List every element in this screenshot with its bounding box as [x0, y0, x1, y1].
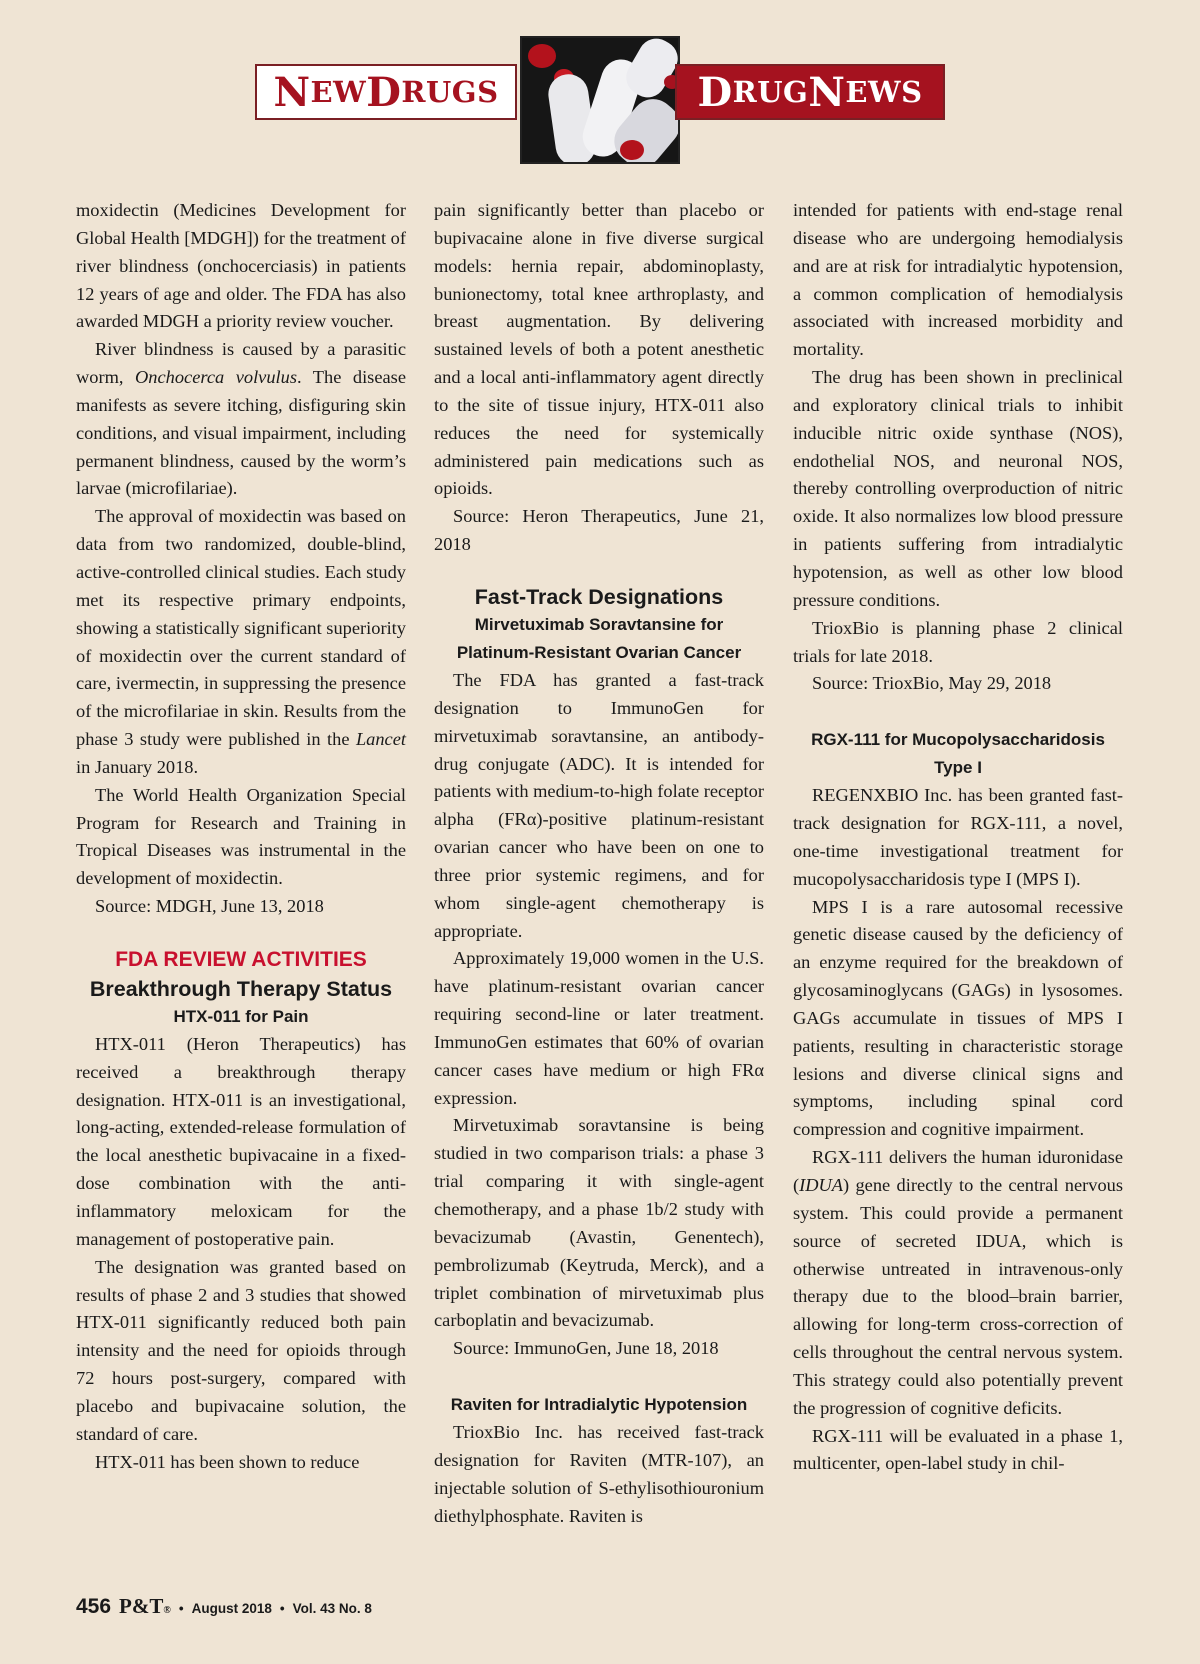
gene-name: IDUA: [799, 1175, 844, 1195]
journal-title: P&T: [119, 1594, 164, 1618]
drug-news-banner: [675, 64, 945, 120]
page-number: 456: [76, 1595, 112, 1618]
paragraph: [76, 336, 406, 503]
issue-date: August 2018: [191, 1601, 272, 1616]
subheading: Mirvetuximab Soravtansine for Platinum-Resistant Ovarian Cancer: [456, 614, 742, 662]
pills-photo-icon: [520, 36, 680, 164]
banner-letter: N: [808, 68, 846, 116]
column-1: [76, 197, 406, 1476]
separator: •: [279, 1601, 285, 1616]
banner-letters: RUGS: [401, 75, 499, 109]
source-line: Source: Heron Therapeutics, June 21, 2018: [434, 506, 764, 555]
text: ) gene directly to the central nervous system. This could provide a permanent source of secreted IDUA, which is otherwise untreated in intravenous-only therapy due to the blood–brain barrier, allowing for long-term cross-correction of cells throughout the central nervous system. This strategy could also potentially prevent the progression of cognitive deficits.: [793, 1175, 1123, 1418]
banner-letter: N: [273, 68, 311, 116]
paragraph: The drug has been shown in preclinical and exploratory clinical trials to inhibit inducible nitric oxide synthase (NOS), endothelial NOS, and neuronal NOS, thereby controlling overproduction of nitric oxide. It also normalizes low blood pressure in patients suffering from intradialytic hypotension, as well as other low blood pressure conditions.: [793, 367, 1123, 610]
subheading: RGX-111 for Mucopolysaccharidosis Type I: [811, 730, 1105, 778]
banner-letter: D: [366, 68, 402, 116]
banner-letter: D: [697, 68, 733, 116]
paragraph: pain significantly better than placebo or bupivacaine alone in five diverse surgical models: hernia repair, abdominoplasty, bunionectomy, total knee arthroplasty, and breast augmentation. By delivering sustained levels of both a potent anesthetic and a local anti-inflammatory agent directly to the site of tissue injury, HTX-011 also reduces the need for systemically administered pain medications such as opioids.: [434, 200, 764, 499]
paragraph: HTX-011 (Heron Therapeutics) has received a breakthrough therapy designation. HTX-011 is an investigational, long-acting, extended-release formulation of the local anesthetic bupivacaine in a fixed-dose combination with the anti-inflammatory meloxicam for the management of postoperative pain.: [76, 1033, 406, 1249]
paragraph: Approximately 19,000 women in the U.S. have platinum-resistant ovarian cancer requiring second-line or later treatment. ImmunoGen estimates that 60% of ovarian cancer cases have medium or high FRα expression.: [434, 948, 764, 1108]
subheading: Raviten for Intradialytic Hypotension: [450, 1395, 748, 1415]
paragraph: The World Health Organization Special Program for Research and Training in Tropical Diseases was instrumental in the development of moxidectin.: [76, 784, 406, 889]
journal-name: Lancet: [355, 729, 406, 750]
paragraph: TrioxBio is planning phase 2 clinical trials for late 2018.: [793, 617, 1123, 666]
pills-illustration: [522, 38, 680, 164]
volume-number: Vol. 43 No. 8: [292, 1601, 372, 1616]
text: The approval of moxidectin was based on data from two randomized, double-blind, active-controlled clinical studies. Each study met its respective primary endpoints, showing a statistically significant superiority of moxidectin over the current standard of care, ivermectin, in suppressing the presence of the microfilariae in skin. Results from the phase 3 study were published in the: [76, 506, 406, 750]
page-footer: [76, 1594, 372, 1619]
journal-name: [119, 1594, 171, 1619]
separator: •: [178, 1601, 184, 1616]
banner-letters: EW: [310, 75, 367, 109]
section-title: Fast-Track Designations: [474, 584, 724, 609]
banner-letters: RUG: [732, 75, 809, 109]
paragraph: MPS I is a rare autosomal recessive genetic disease caused by the deficiency of an enzyme required for the breakdown of glycosaminoglycans (GAGs) in lysosomes. GAGs accumulate in tissues of MPS I patients, resulting in characteristic storage lesions and diverse clinical signs and symptoms, including spinal cord compression and cognitive impairment.: [793, 896, 1123, 1140]
species-name: Onchocerca volvulus: [135, 367, 297, 388]
paragraph: TrioxBio Inc. has received fast-track designation for Raviten (MTR-107), an injectable solution of S-ethylisothiouronium diethylphosphate. Raviten is: [434, 1422, 764, 1526]
banner-letters: EWS: [845, 75, 923, 109]
column-2: [434, 197, 764, 1530]
text: RGX-111 delivers the human iduronidase (: [793, 1147, 1123, 1195]
paragraph: [76, 503, 406, 781]
new-drugs-banner: [255, 64, 517, 120]
paragraph: The designation was granted based on results of phase 2 and 3 studies that showed HTX-011 significantly reduced both pain intensity and the need for opioids through 72 hours post-surgery, compared with placebo and bupivacaine solution, the standard of care.: [76, 1256, 406, 1444]
masthead: [0, 34, 1200, 164]
source-line: Source: MDGH, June 13, 2018: [95, 896, 324, 917]
paragraph: RGX-111 will be evaluated in a phase 1, multicenter, open-label study in chil-: [793, 1425, 1123, 1474]
source-line: Source: ImmunoGen, June 18, 2018: [453, 1338, 719, 1359]
column-3: [793, 197, 1123, 1478]
paragraph: [793, 1144, 1123, 1422]
text: River blindness is caused by a parasitic worm,: [76, 339, 406, 388]
paragraph: Mirvetuximab soravtansine is being studied in two comparison trials: a phase 3 trial comparing it with single-agent chemotherapy, and a phase 1b/2 study with bevacizumab (Avastin, Genentech), pembrolizumab (Keytruda, Merck), and a triplet combination of mirvetuximab plus carboplatin and bevacizumab.: [434, 1115, 764, 1331]
paragraph: REGENXBIO Inc. has been granted fast-track designation for RGX-111, a novel, one-time investigational treatment for mucopolysaccharidosis type I (MPS I).: [793, 785, 1123, 889]
paragraph: The FDA has granted a fast-track designation to ImmunoGen for mirvetuximab soravtansine, an antibody-drug conjugate (ADC). It is intended for patients with medium-to-high folate receptor alpha (FRα)-positive platinum-resistant ovarian cancer who have been on one to three prior systemic regimens, and for whom single-agent chemotherapy is appropriate.: [434, 669, 764, 941]
section-heading: FDA REVIEW ACTIVITIES: [115, 947, 367, 971]
text: in January 2018.: [76, 756, 199, 777]
text: . The disease manifests as severe itching, disfiguring skin conditions, and visual impairment, including permanent blindness, caused by the worm’s larvae (microfilariae).: [76, 367, 406, 499]
section-title: Breakthrough Therapy Status: [89, 976, 393, 1001]
subheading: HTX-011 for Pain: [173, 1006, 309, 1026]
paragraph: moxidectin (Medicines Development for Global Health [MDGH]) for the treatment of river blindness (onchocerciasis) in patients 12 years of age and older. The FDA has also awarded MDGH a priority review voucher.: [76, 200, 406, 332]
paragraph: HTX-011 has been shown to reduce: [95, 1451, 360, 1472]
registered-mark: ®: [163, 1605, 171, 1616]
paragraph: intended for patients with end-stage renal disease who are undergoing hemodialysis and are at risk for intradialytic hypotension, a common complication of hemodialysis associated with increased morbidity and mortality.: [793, 200, 1123, 360]
source-line: Source: TrioxBio, May 29, 2018: [812, 673, 1052, 694]
